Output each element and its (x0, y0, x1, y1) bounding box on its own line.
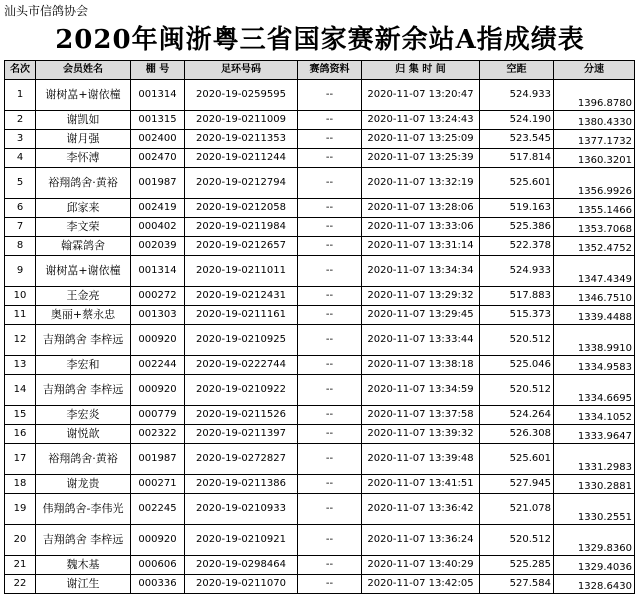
cell-shed-number: 001987 (131, 168, 185, 199)
cell-pigeon-info: -- (298, 575, 362, 594)
table-row (5, 256, 635, 287)
cell-ring-number: 2020-19-0211070 (185, 575, 298, 594)
table-row (5, 111, 635, 130)
cell-rank: 5 (5, 168, 36, 199)
cell-speed: 1334.6695 (554, 375, 635, 406)
cell-distance: 517.814 (480, 149, 554, 168)
col-header-shed-number: 棚 号 (131, 61, 185, 80)
cell-member-name: 谢悦歆 (36, 425, 131, 444)
cell-member-name: 谢树嵓+谢依橦 (36, 80, 131, 111)
cell-distance: 527.584 (480, 575, 554, 594)
cell-shed-number: 000920 (131, 375, 185, 406)
cell-speed: 1352.4752 (554, 237, 635, 256)
cell-ring-number: 2020-19-0298464 (185, 556, 298, 575)
cell-arrival-time: 2020-11-07 13:39:32 (362, 425, 480, 444)
cell-rank: 3 (5, 130, 36, 149)
cell-distance: 525.386 (480, 218, 554, 237)
cell-pigeon-info: -- (298, 111, 362, 130)
cell-arrival-time: 2020-11-07 13:33:44 (362, 325, 480, 356)
cell-shed-number: 000779 (131, 406, 185, 425)
cell-pigeon-info: -- (298, 475, 362, 494)
cell-speed: 1356.9926 (554, 168, 635, 199)
cell-distance: 527.945 (480, 475, 554, 494)
cell-speed: 1328.6430 (554, 575, 635, 594)
cell-ring-number: 2020-19-0259595 (185, 80, 298, 111)
organization-name: 汕头市信鸽协会 (4, 4, 89, 18)
cell-pigeon-info: -- (298, 237, 362, 256)
cell-pigeon-info: -- (298, 356, 362, 375)
cell-pigeon-info: -- (298, 444, 362, 475)
table-row (5, 406, 635, 425)
cell-arrival-time: 2020-11-07 13:41:51 (362, 475, 480, 494)
cell-arrival-time: 2020-11-07 13:29:32 (362, 287, 480, 306)
cell-member-name: 李文荣 (36, 218, 131, 237)
cell-speed: 1355.1466 (554, 199, 635, 218)
table-row (5, 199, 635, 218)
cell-rank: 2 (5, 111, 36, 130)
cell-member-name: 裕翔鸽舍·黄裕 (36, 168, 131, 199)
cell-speed: 1329.8360 (554, 525, 635, 556)
cell-distance: 522.378 (480, 237, 554, 256)
table-row (5, 556, 635, 575)
cell-distance: 525.285 (480, 556, 554, 575)
cell-arrival-time: 2020-11-07 13:33:06 (362, 218, 480, 237)
table-row (5, 306, 635, 325)
cell-speed: 1347.4349 (554, 256, 635, 287)
table-row (5, 130, 635, 149)
cell-pigeon-info: -- (298, 556, 362, 575)
cell-member-name: 伟翔鸽舍-李伟光 (36, 494, 131, 525)
cell-shed-number: 001303 (131, 306, 185, 325)
table-row (5, 218, 635, 237)
cell-rank: 10 (5, 287, 36, 306)
cell-distance: 524.933 (480, 256, 554, 287)
cell-shed-number: 002322 (131, 425, 185, 444)
table-row (5, 168, 635, 199)
cell-arrival-time: 2020-11-07 13:32:19 (362, 168, 480, 199)
cell-distance: 523.545 (480, 130, 554, 149)
cell-rank: 15 (5, 406, 36, 425)
cell-distance: 521.078 (480, 494, 554, 525)
col-header-member-name: 会员姓名 (36, 61, 131, 80)
cell-arrival-time: 2020-11-07 13:42:05 (362, 575, 480, 594)
cell-shed-number: 001314 (131, 256, 185, 287)
table-row (5, 525, 635, 556)
col-header-rank: 名次 (5, 61, 36, 80)
cell-ring-number: 2020-19-0212431 (185, 287, 298, 306)
cell-ring-number: 2020-19-0210921 (185, 525, 298, 556)
col-header-speed: 分速 (554, 61, 635, 80)
cell-shed-number: 002470 (131, 149, 185, 168)
cell-rank: 9 (5, 256, 36, 287)
cell-rank: 17 (5, 444, 36, 475)
cell-ring-number: 2020-19-0211011 (185, 256, 298, 287)
cell-rank: 21 (5, 556, 36, 575)
cell-distance: 525.601 (480, 168, 554, 199)
cell-speed: 1334.9583 (554, 356, 635, 375)
cell-arrival-time: 2020-11-07 13:34:59 (362, 375, 480, 406)
cell-pigeon-info: -- (298, 425, 362, 444)
cell-shed-number: 000271 (131, 475, 185, 494)
cell-shed-number: 000920 (131, 525, 185, 556)
cell-shed-number: 000402 (131, 218, 185, 237)
table-row (5, 237, 635, 256)
table-row (5, 325, 635, 356)
cell-arrival-time: 2020-11-07 13:25:09 (362, 130, 480, 149)
cell-pigeon-info: -- (298, 149, 362, 168)
cell-shed-number: 002039 (131, 237, 185, 256)
cell-rank: 6 (5, 199, 36, 218)
cell-ring-number: 2020-19-0212058 (185, 199, 298, 218)
col-header-ring-number: 足环号码 (185, 61, 298, 80)
cell-member-name: 王金亮 (36, 287, 131, 306)
cell-arrival-time: 2020-11-07 13:29:45 (362, 306, 480, 325)
cell-ring-number: 2020-19-0210933 (185, 494, 298, 525)
cell-pigeon-info: -- (298, 287, 362, 306)
cell-arrival-time: 2020-11-07 13:36:42 (362, 494, 480, 525)
cell-rank: 22 (5, 575, 36, 594)
cell-rank: 11 (5, 306, 36, 325)
cell-member-name: 奥丽+蔡永忠 (36, 306, 131, 325)
cell-rank: 18 (5, 475, 36, 494)
cell-arrival-time: 2020-11-07 13:24:43 (362, 111, 480, 130)
cell-arrival-time: 2020-11-07 13:28:06 (362, 199, 480, 218)
cell-rank: 19 (5, 494, 36, 525)
cell-speed: 1331.2983 (554, 444, 635, 475)
cell-member-name: 谢月强 (36, 130, 131, 149)
col-header-pigeon-info: 赛鸽资料 (298, 61, 362, 80)
cell-rank: 7 (5, 218, 36, 237)
cell-rank: 14 (5, 375, 36, 406)
cell-arrival-time: 2020-11-07 13:38:18 (362, 356, 480, 375)
cell-distance: 524.264 (480, 406, 554, 425)
cell-shed-number: 002245 (131, 494, 185, 525)
cell-pigeon-info: -- (298, 168, 362, 199)
col-header-arrival-time: 归 集 时 间 (362, 61, 480, 80)
cell-member-name: 裕翔鸽舍·黄裕 (36, 444, 131, 475)
cell-pigeon-info: -- (298, 199, 362, 218)
cell-distance: 524.190 (480, 111, 554, 130)
cell-shed-number: 000920 (131, 325, 185, 356)
cell-ring-number: 2020-19-0210925 (185, 325, 298, 356)
cell-member-name: 谢江生 (36, 575, 131, 594)
cell-shed-number: 001315 (131, 111, 185, 130)
cell-speed: 1346.7510 (554, 287, 635, 306)
cell-rank: 16 (5, 425, 36, 444)
table-row (5, 80, 635, 111)
cell-speed: 1353.7068 (554, 218, 635, 237)
cell-shed-number: 002400 (131, 130, 185, 149)
cell-member-name: 谢凯如 (36, 111, 131, 130)
col-header-distance: 空距 (480, 61, 554, 80)
cell-speed: 1396.8780 (554, 80, 635, 111)
cell-speed: 1330.2551 (554, 494, 635, 525)
table-row (5, 425, 635, 444)
cell-speed: 1334.1052 (554, 406, 635, 425)
table-row (5, 494, 635, 525)
results-table (4, 60, 635, 594)
cell-pigeon-info: -- (298, 525, 362, 556)
cell-shed-number: 001987 (131, 444, 185, 475)
cell-speed: 1338.9910 (554, 325, 635, 356)
cell-speed: 1380.4330 (554, 111, 635, 130)
cell-pigeon-info: -- (298, 325, 362, 356)
cell-shed-number: 000272 (131, 287, 185, 306)
table-row (5, 375, 635, 406)
cell-shed-number: 000606 (131, 556, 185, 575)
cell-pigeon-info: -- (298, 256, 362, 287)
cell-member-name: 吉翔鸽舍 李梓远 (36, 325, 131, 356)
cell-member-name: 谢龙贵 (36, 475, 131, 494)
cell-rank: 12 (5, 325, 36, 356)
cell-member-name: 谢树嵓+谢依橦 (36, 256, 131, 287)
cell-speed: 1329.4036 (554, 556, 635, 575)
cell-ring-number: 2020-19-0211244 (185, 149, 298, 168)
cell-speed: 1360.3201 (554, 149, 635, 168)
cell-distance: 524.933 (480, 80, 554, 111)
cell-ring-number: 2020-19-0211984 (185, 218, 298, 237)
cell-arrival-time: 2020-11-07 13:39:48 (362, 444, 480, 475)
cell-distance: 520.512 (480, 325, 554, 356)
cell-ring-number: 2020-19-0212794 (185, 168, 298, 199)
cell-ring-number: 2020-19-0211386 (185, 475, 298, 494)
cell-distance: 515.373 (480, 306, 554, 325)
cell-shed-number: 002244 (131, 356, 185, 375)
cell-distance: 520.512 (480, 375, 554, 406)
cell-rank: 20 (5, 525, 36, 556)
cell-ring-number: 2020-19-0211397 (185, 425, 298, 444)
cell-ring-number: 2020-19-0211526 (185, 406, 298, 425)
cell-distance: 519.163 (480, 199, 554, 218)
table-header-row (5, 61, 635, 80)
cell-pigeon-info: -- (298, 375, 362, 406)
cell-rank: 8 (5, 237, 36, 256)
cell-speed: 1330.2881 (554, 475, 635, 494)
cell-member-name: 吉翔鸽舍 李梓远 (36, 525, 131, 556)
table-row (5, 287, 635, 306)
cell-member-name: 李怀溥 (36, 149, 131, 168)
cell-ring-number: 2020-19-0212657 (185, 237, 298, 256)
cell-speed: 1339.4488 (554, 306, 635, 325)
table-row (5, 575, 635, 594)
cell-distance: 525.046 (480, 356, 554, 375)
cell-ring-number: 2020-19-0211353 (185, 130, 298, 149)
table-row (5, 356, 635, 375)
cell-pigeon-info: -- (298, 130, 362, 149)
cell-distance: 520.512 (480, 525, 554, 556)
cell-distance: 517.883 (480, 287, 554, 306)
table-row (5, 444, 635, 475)
cell-ring-number: 2020-19-0222744 (185, 356, 298, 375)
cell-member-name: 吉翔鸽舍 李梓远 (36, 375, 131, 406)
cell-arrival-time: 2020-11-07 13:20:47 (362, 80, 480, 111)
cell-ring-number: 2020-19-0210922 (185, 375, 298, 406)
cell-pigeon-info: -- (298, 218, 362, 237)
cell-rank: 1 (5, 80, 36, 111)
cell-arrival-time: 2020-11-07 13:37:58 (362, 406, 480, 425)
cell-rank: 4 (5, 149, 36, 168)
cell-speed: 1333.9647 (554, 425, 635, 444)
cell-member-name: 李宏炎 (36, 406, 131, 425)
cell-shed-number: 000336 (131, 575, 185, 594)
cell-member-name: 魏木基 (36, 556, 131, 575)
cell-speed: 1377.1732 (554, 130, 635, 149)
cell-arrival-time: 2020-11-07 13:25:39 (362, 149, 480, 168)
cell-ring-number: 2020-19-0211009 (185, 111, 298, 130)
cell-arrival-time: 2020-11-07 13:36:24 (362, 525, 480, 556)
cell-arrival-time: 2020-11-07 13:31:14 (362, 237, 480, 256)
cell-arrival-time: 2020-11-07 13:40:29 (362, 556, 480, 575)
cell-pigeon-info: -- (298, 306, 362, 325)
table-row (5, 149, 635, 168)
cell-shed-number: 001314 (131, 80, 185, 111)
cell-ring-number: 2020-19-0272827 (185, 444, 298, 475)
cell-pigeon-info: -- (298, 494, 362, 525)
cell-pigeon-info: -- (298, 80, 362, 111)
cell-shed-number: 002419 (131, 199, 185, 218)
cell-member-name: 李宏和 (36, 356, 131, 375)
document-title: 2020年闽浙粤三省国家赛新余站A指成绩表 (55, 25, 585, 55)
cell-pigeon-info: -- (298, 406, 362, 425)
cell-rank: 13 (5, 356, 36, 375)
cell-member-name: 邱家来 (36, 199, 131, 218)
cell-member-name: 翰霖鸽舍 (36, 237, 131, 256)
cell-distance: 525.601 (480, 444, 554, 475)
cell-arrival-time: 2020-11-07 13:34:34 (362, 256, 480, 287)
cell-ring-number: 2020-19-0211161 (185, 306, 298, 325)
table-row (5, 475, 635, 494)
cell-distance: 526.308 (480, 425, 554, 444)
